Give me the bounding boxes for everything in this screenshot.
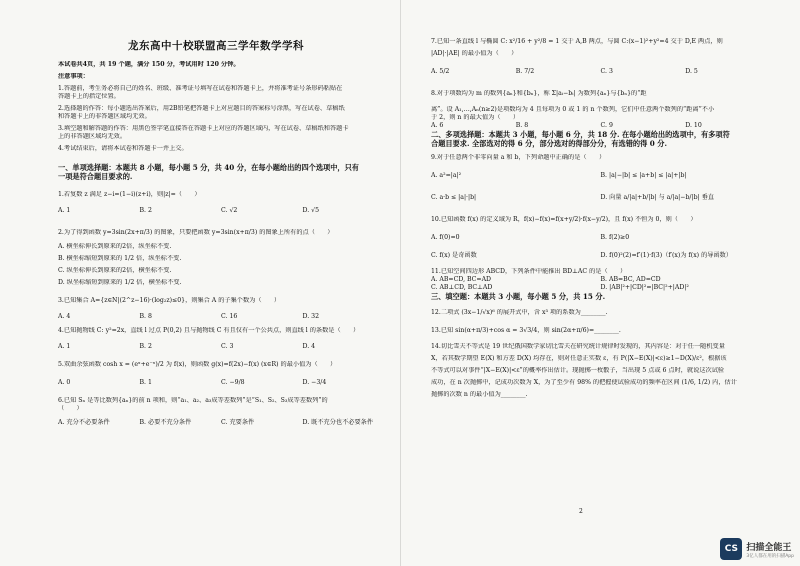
q4-options (58, 343, 384, 351)
option: D. √5 (302, 207, 320, 214)
question-3: 3.已知集合 A={z∈N|(2^z−16)·(log₂z)≤0}，则集合 A 的子集个数为（ ） (58, 297, 281, 304)
notice-line: 2.选择题的作答：每小题选出答案后，用2B铅笔把答题卡上对应题目的答案标号涂黑，写在试卷、草稿纸 (58, 105, 345, 112)
notice-line: 4.考试结束后，请将本试卷和答题卡一并上交。 (58, 145, 188, 152)
q11-options-cd (431, 284, 770, 292)
question-14-cont: 成功，在 n 次抛掷中，记成功次数为 X，为了至少有 98% 的把握使试验成功的频率在区间 (1/6, 1/2) 内，估计 (431, 379, 737, 386)
option: C. √2 (221, 207, 238, 214)
question-7: 7.已知一条直线 l 与椭圆 C: x²/16 + y²/8 = 1 交于 A,B 两点，与圆 C:(x−1)²+y²=4 交于 D,E 两点，则 (431, 38, 723, 45)
option: A. a²=|a|² (431, 172, 462, 179)
option: A. 1 (58, 343, 71, 350)
option: B. 必要不充分条件 (139, 419, 192, 426)
exam-intro: 本试卷共4页，共 19 个题，满分 150 分，考试用时 120 分钟。 (58, 61, 240, 68)
question-6-cont: （ ） (58, 405, 83, 412)
option: D. |AB|²+|CD|²=|BC|²+|AD|² (600, 284, 689, 291)
exam-title: 龙东高中十校联盟高三学年数学学科 (128, 40, 304, 52)
option: C. f(x) 是奇函数 (431, 252, 477, 259)
question-12: 12.二项式 (3x−1/√x)⁶ 的展开式中，含 x³ 项的系数为________. (431, 309, 608, 316)
question-1: 1.若复数 z 满足 z−i=(1−i)(z+i)，则|z|=（ ） (58, 191, 201, 198)
question-14-cont: 抛掷的次数 n 的最小值为________. (431, 391, 528, 398)
option: B. 8 (139, 313, 152, 320)
option: B. 2 (139, 207, 152, 214)
scanner-logo-icon: CS (720, 538, 742, 560)
notice-line: 上的非答题区域均无效。 (58, 133, 127, 140)
option: C. 充要条件 (221, 419, 255, 426)
option: B. AB=BC, AD=CD (600, 276, 661, 283)
option: B. |a|−|b| ≤ |a+b| ≤ |a|+|b| (600, 172, 687, 179)
page-number: 2 (579, 508, 583, 515)
question-5: 5.双曲余弦函数 cosh x = (eˣ+e⁻ˣ)/2 为 f(x)，则函数 g(x)=f(2x)−f(x) (x∈R) 的最小值为（ ） (58, 361, 337, 368)
option: D. 4 (302, 343, 316, 350)
section-heading: 一、单项选择题：本题共 8 小题，每小题 5 分，共 40 分，在每小题给出的四个选项中，只有 (58, 163, 359, 172)
question-14: 14.切比雪夫不等式是 19 世纪俄国数学家切比雪夫在研究统计规律时发现的，其内容是：对于任一随机变量 (431, 343, 725, 350)
option: C. 纵坐标伸长到原来的2倍，横坐标不变. (58, 267, 172, 274)
q11-options-ab (431, 276, 770, 284)
option: B. 7/2 (515, 68, 535, 75)
option: D. 10 (685, 122, 702, 129)
section-heading: 一项是符合题目要求的. (58, 172, 133, 181)
scanner-name: 扫描全能王 (746, 542, 792, 553)
option: C. 16 (221, 313, 238, 320)
option: C. −9/8 (221, 379, 245, 386)
q6-options (58, 419, 384, 427)
q1-options (58, 207, 384, 215)
option: B. 1 (139, 379, 152, 386)
option: D. 纵坐标缩短到原来的 1/2 倍，横坐标不变. (58, 279, 182, 286)
question-11: 11.已知空间四边形 ABCD，下列条件中能推出 BD⊥AC 的是（ ） (431, 268, 627, 275)
notice-line: 和答题卡上的非答题区域均无效。 (58, 113, 151, 120)
section-heading: 三、填空题：本题共 3 小题，每小题 5 分，共 15 分. (431, 292, 606, 301)
notice-line: 答题卡上的指定位置。 (58, 93, 120, 100)
option: A. 0 (58, 379, 71, 386)
q3-options (58, 313, 384, 321)
q10-options-cd (431, 252, 770, 260)
question-10: 10.已知函数 f(x) 的定义域为 R，f(x)−f(x)=f(x+y/2)·f(x−y/2)，且 f(x) 不恒为 0，则（ ） (431, 216, 697, 223)
option: D. f(0)²(2)=f′(1)·f(3)（f′(x)为 f(x) 的导函数） (600, 252, 733, 259)
notice-line: 3.填空题和解答题的作答：用黑色签字笔直接答在答题卡上对应的答题区域内，写在试卷、草稿纸和答题卡 (58, 125, 349, 132)
question-14-cont: X，若其数学期望 E(X) 和方差 D(X) 均存在，则对任意正实数 ε，有 P(|X−E(X)|<ε)≥1−D(X)/ε²，根据该 (431, 355, 727, 362)
option: D. 向量 a/|a|+b/|b| 与 a/|a|−b/|b| 垂直 (600, 194, 714, 201)
question-2: 2.为了得到函数 y=3sin(2x+π/3) 的图象，只要把函数 y=3sin(x+π/3) 的图象上所有的点（ ） (58, 229, 334, 236)
option: A. f(0)=0 (431, 234, 460, 241)
option: C. 3 (600, 68, 613, 75)
notice-line: 1.答题前，考生务必将自己的姓名、班级、准考证号填写在试卷和答题卡上，并将准考证号条形码粘贴在 (58, 85, 343, 92)
option: A. 充分不必要条件 (58, 419, 110, 426)
section-heading: 合题目要求. 全部选对的得 6 分，部分选对的得部分分，有选错的得 0 分. (431, 139, 667, 148)
option: B. 8 (515, 122, 529, 129)
option: D. 32 (302, 313, 320, 320)
q10-options-ab (431, 234, 770, 242)
question-7-cont: |AD|·|AE| 的最小值为（ ） (431, 50, 518, 57)
option: B. f(2)≥0 (600, 234, 630, 241)
option: A. 横坐标伸长到原来的2倍，纵坐标不变. (58, 243, 172, 250)
q9-options-ab (431, 172, 770, 180)
option: B. 2 (139, 343, 152, 350)
question-4: 4.已知抛物线 C: y²=2x，直线 l 过点 P(0,2) 且与抛物线 C 有且仅有一个公共点，则直线 l 的条数是（ ） (58, 327, 360, 334)
option: D. −3/4 (302, 379, 327, 386)
question-8: 8.对于项数均为 m 的数列{aₙ}和{bₙ}，称 Σ|aᵢ−bᵢ| 为数列{aₙ}与{bₙ}的“距 (431, 90, 647, 97)
option: A. 1 (58, 207, 71, 214)
q7-options (431, 68, 770, 76)
option: D. 既不充分也不必要条件 (302, 419, 374, 426)
scanner-watermark (720, 538, 794, 560)
question-6: 6.已知 Sₙ 是等比数列{aₙ}的前 n 项和，则“a₁、a₂、a₃成等差数列”是“S₁、S₂、S₃成等差数列”的 (58, 397, 328, 404)
scanner-subtitle: 3亿人都在用的扫描App (746, 553, 794, 559)
q8-options (431, 122, 770, 130)
option: C. a·b ≤ |a|·|b| (431, 194, 477, 201)
option: C. 9 (600, 122, 613, 129)
option: B. 横坐标缩短到原来的 1/2 倍，纵坐标不变. (58, 255, 182, 262)
notice-heading: 注意事项： (58, 73, 89, 80)
q9-options-cd (431, 194, 770, 202)
option: C. AB⊥CD, BC⊥AD (431, 284, 493, 291)
question-8-cont: 离”。设 A₁,…,Aₙ(n≥2)是项数均为 4 且每项为 0 或 1 的 n 个数列，它们中任意两个数列的“距离”不小 (431, 106, 715, 113)
option: C. 3 (221, 343, 234, 350)
option: A. 6 (431, 122, 444, 129)
page-right (400, 0, 800, 566)
option: A. 4 (58, 313, 71, 320)
question-14-cont: 不等式可以对事件“|X−E(X)|<ε”的概率作出估计。现抛掷一枚骰子，当出现 5 点或 6 点时，就说这次试验 (431, 367, 725, 374)
option: D. 5 (685, 68, 698, 75)
option: A. 5/2 (431, 68, 450, 75)
question-9: 9.对于任意两个非零向量 a 和 b，下列命题中正确的是（ ） (431, 154, 606, 161)
question-13: 13.已知 sin(α+π/3)+cos α = 3√3/4，则 sin(2α+π/6)=________. (431, 327, 621, 334)
option: A. AB=CD, BC=AD (431, 276, 492, 283)
section-heading: 二、多项选择题：本题共 3 小题，每小题 6 分，共 18 分. 在每小题给出的选项中，有多项符 (431, 130, 730, 139)
q5-options (58, 379, 384, 387)
question-8-cont: 于 2，则 n 的最大值为（ ） (431, 114, 520, 121)
